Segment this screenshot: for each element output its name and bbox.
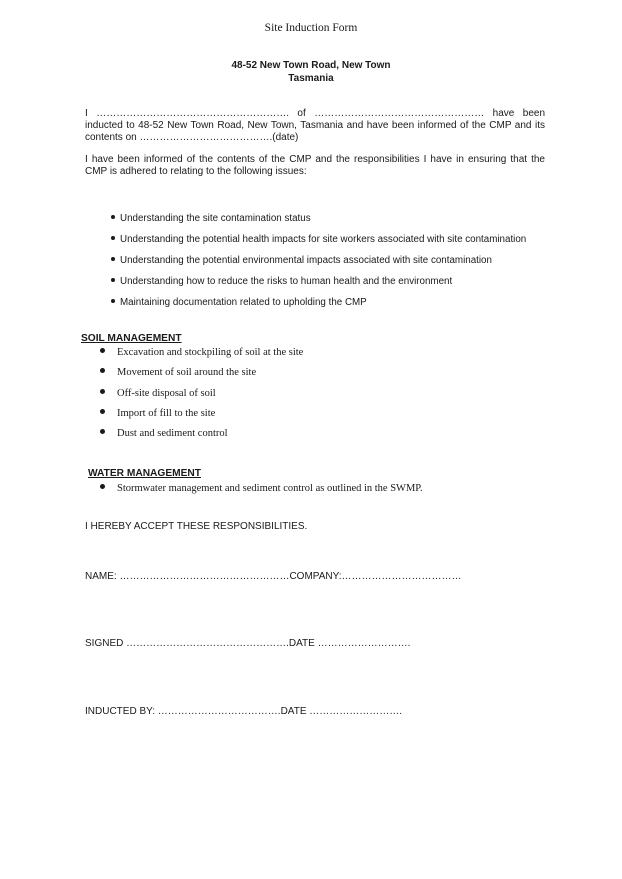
issues-list xyxy=(111,212,526,317)
soil-management-list xyxy=(100,346,303,447)
list-item: Maintaining documentation related to upholding the CMP xyxy=(111,296,526,317)
bullet-icon xyxy=(100,368,105,373)
site-address xyxy=(0,60,622,85)
list-item: Understanding the site contamination status xyxy=(111,212,526,233)
list-item: Stormwater management and sediment control as outlined in the SWMP. xyxy=(100,482,423,502)
bullet-icon xyxy=(111,236,115,240)
list-item: Dust and sediment control xyxy=(100,427,303,447)
list-item: Understanding how to reduce the risks to human health and the environment xyxy=(111,275,526,296)
bullet-icon xyxy=(111,215,115,219)
bullet-icon xyxy=(100,484,105,489)
address-line-1: 48-52 New Town Road, New Town xyxy=(231,60,391,71)
list-item: Off-site disposal of soil xyxy=(100,387,303,407)
soil-management-heading: SOIL MANAGEMENT xyxy=(81,333,182,344)
form-title: Site Induction Form xyxy=(264,22,358,34)
bullet-icon xyxy=(111,299,115,303)
bullet-icon xyxy=(100,389,105,394)
list-item: Excavation and stockpiling of soil at the site xyxy=(100,346,303,366)
list-item: Understanding the potential environmental impacts associated with site contamination xyxy=(111,254,526,275)
bullet-icon xyxy=(100,409,105,414)
name-company-field[interactable]: NAME: ……………………………………………COMPANY:……………………………… xyxy=(85,571,462,582)
responsibility-paragraph: I have been informed of the contents of the CMP and the responsibilities I have in ensuring that the CMP is adhered to relating to the following issues: xyxy=(85,154,545,178)
list-item: Movement of soil around the site xyxy=(100,366,303,386)
bullet-icon xyxy=(111,257,115,261)
bullet-icon xyxy=(111,278,115,282)
inducted-by-date-field[interactable]: INDUCTED BY: ……………………………….DATE ………………………. xyxy=(85,706,403,717)
water-management-list xyxy=(100,482,423,502)
intro-paragraph: I …………………………………………………. of …………………………………………… have been inducted to 48-52 New Town Road, New Town, Tasmania and have been informed of the CMP and its contents on ………………………………….(date) xyxy=(85,108,545,144)
list-item: Import of fill to the site xyxy=(100,407,303,427)
water-management-heading: WATER MANAGEMENT xyxy=(88,468,201,479)
bullet-icon xyxy=(100,429,105,434)
acceptance-statement: I HEREBY ACCEPT THESE RESPONSIBILITIES. xyxy=(85,521,308,532)
address-line-2: Tasmania xyxy=(288,72,334,84)
list-item: Understanding the potential health impacts for site workers associated with site contamination xyxy=(111,233,526,254)
bullet-icon xyxy=(100,348,105,353)
signed-date-field[interactable]: SIGNED ………………………………………….DATE ………………………. xyxy=(85,638,411,649)
